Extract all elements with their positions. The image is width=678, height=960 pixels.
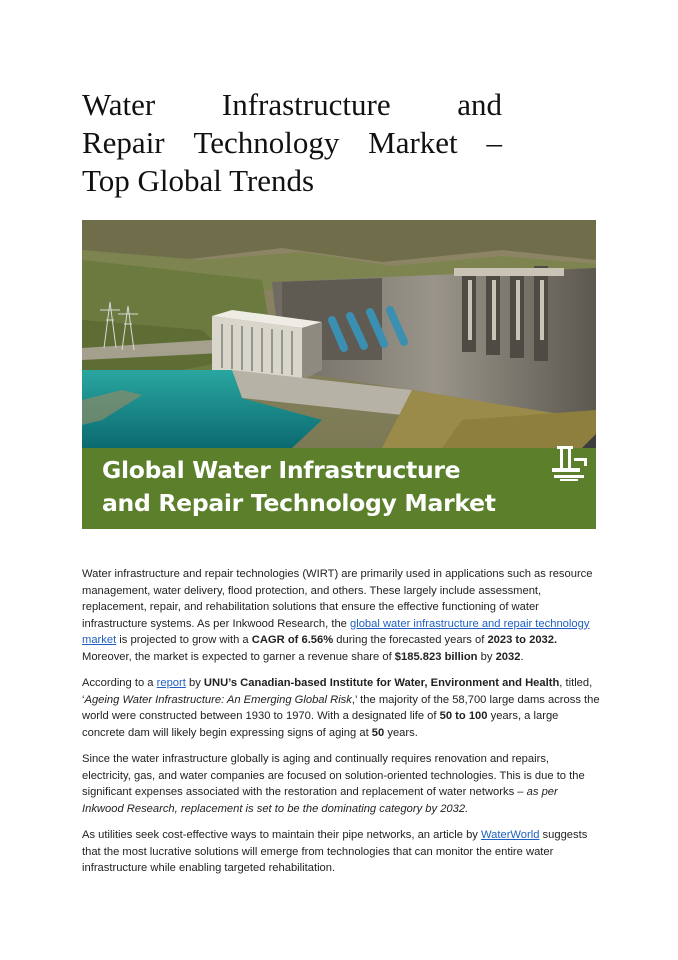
waterworld-link[interactable]: WaterWorld [481,829,540,841]
banner-title [102,454,562,520]
banner-line-1: Global Water Infrastructure [102,456,461,484]
text-run: suggests that the most lucrative solutions will emerge from technologies that can monitor the entire water infrastructure while enabling targeted rehabilitation. [82,829,588,874]
banner-line-2: and Repair Technology Market [102,489,496,517]
paragraph-4 [82,827,600,877]
text-run: by [477,650,496,663]
text-run: is projected to grow with a [116,634,252,646]
text-run: Since the water infrastructure globally is aging and continually requires renovation and repairs, electricity, gas, and water companies are focused on solution-oriented technologies. This is due to the significant expenses associated with the restoration and replacement of water networks – [82,753,585,798]
text-run: As utilities seek cost-effective ways to maintain their pipe networks, an article by [82,829,481,841]
design-life: 50 to 100 [439,710,488,722]
forecast-period: 2023 to 2032. [487,634,558,646]
text-run: during the forecasted years of [333,634,488,646]
title-line-3: Top Global Trends [82,163,315,198]
text-run: ,’ the majority of the 58,700 large dams across the world were constructed between 1930 to 1970. With a designated life of [82,693,600,722]
title-word: Repair [82,125,165,160]
title-word: – [486,125,502,160]
text-run: years. [384,726,418,739]
text-run: by [185,677,204,689]
institute-name: UNU’s Canadian-based Institute for Water, Environment and Health [203,677,560,689]
text-run: years, a large concrete dam will likely begin expressing signs of aging at [82,710,559,739]
cagr-value: CAGR of 6.56% [251,634,334,646]
paragraph-2 [82,675,600,741]
market-report-link[interactable]: global water infrastructure and repair technology market [82,617,590,646]
article-body [82,566,600,887]
aging-years: 50 [371,726,385,739]
title-word: Market [368,125,458,160]
title-line-1 [82,86,502,124]
text-run: , titled, ‘ [82,677,593,706]
water-tap-icon [544,444,592,484]
text-run: Moreover, the market is expected to garner a revenue share of [82,650,395,663]
title-word: Infrastructure [221,87,391,122]
title-line-2 [82,124,502,162]
text-run: Water infrastructure and repair technologies (WIRT) are primarily used in applications such as resource management, water delivery, flood protection, and others. These largely include assessment, replacement, repair, and rehabilitation solutions that ensure the effective functioning of water infrastructure systems. As per Inkwood Research, the [82,568,593,630]
page-title [82,86,502,200]
report-title: Ageing Water Infrastructure: An Emerging Global Risk [84,693,352,706]
paragraph-3 [82,751,600,817]
italic-note: as per Inkwood Research, replacement is set to be the dominating category by 2032. [82,786,558,815]
report-link[interactable]: report [156,677,186,689]
revenue-year: 2032 [495,650,521,663]
text-run: According to a [82,677,157,689]
hero-image [82,220,596,529]
revenue-value: $185.823 billion [394,650,478,663]
title-word: and [457,87,502,122]
paragraph-1 [82,566,600,665]
title-word: Technology [193,125,340,160]
title-word: Water [82,87,156,122]
text-run: . [520,650,524,663]
